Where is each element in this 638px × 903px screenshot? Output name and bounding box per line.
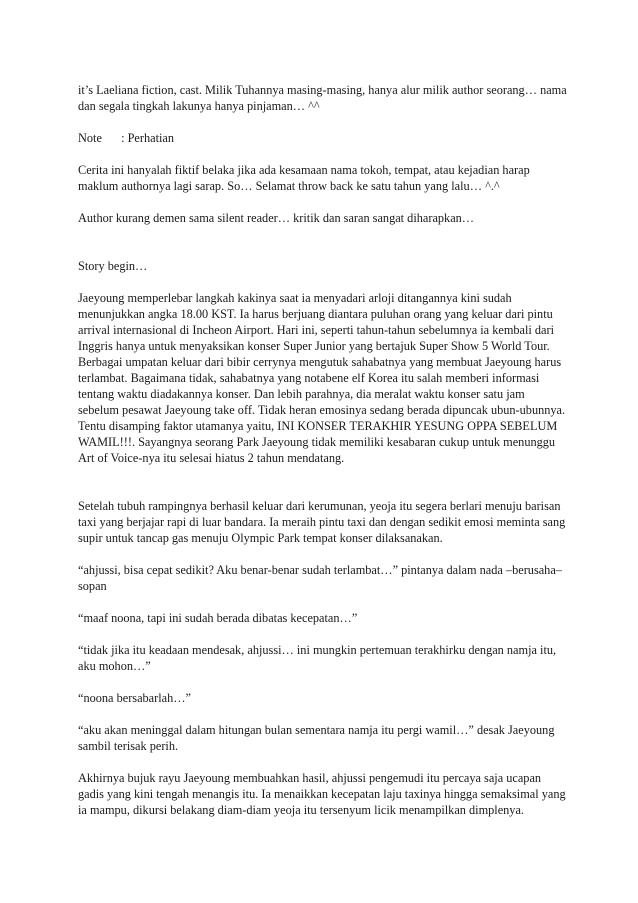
story-begin-heading: Story begin… (78, 259, 148, 273)
dialogue-2: “maaf noona, tapi ini sudah berada dibatas kecepatan…” (78, 611, 358, 625)
section-spacer (78, 242, 568, 258)
note-label: Note (78, 131, 102, 145)
fiction-notice-paragraph: Cerita ini hanyalah fiktif belaka jika ada kesamaan nama tokoh, tempat, atau kejadian harap maklum authornya lagi sarap. So… Selamat throw back ke satu tahun yang lalu… ^.^ (78, 163, 533, 193)
dialogue-1: “ahjussi, bisa cepat sedikit? Aku benar-benar sudah terlambat…” pintanya dalam nada –berusaha– sopan (78, 563, 566, 593)
note-line (78, 130, 568, 146)
story-paragraph-1: Jaeyoung memperlebar langkah kakinya saat ia menyadari arloji ditangannya kini sudah menunjukkan angka 18.00 KST. Ia harus berjuang diantara puluhan orang yang keluar dari pintu arrival internasional di Incheon Airport. Hari ini, seperti tahun-tahun sebelumnya ia kembali dari Inggris hanya untuk menyaksikan konser Super Junior yang bertajuk Super Show 5 World Tour. Berbagai umpatan keluar dari bibir cerrynya mengutuk sahabatnya yang membuat Jaeyoung harus terlambat. Bagaimana tidak, sahabatnya yang notabene elf Korea itu salah memberi informasi tentang waktu diadakannya konser. Dan lebih parahnya, dia meralat waktu konser satu jam sebelum pesawat Jaeyoung take off. Tidak heran emosinya sedang berada dipuncak ubun-ubunnya. Tentu disamping faktor utamanya yaitu, INI KONSER TERAKHIR YESUNG OPPA SEBELUM WAMIL!!!. Sayangnya seorang Park Jaeyoung tidak memiliki kesabaran cukup untuk menunggu Art of Voice-nya itu selesai hiatus 2 tahun mendatang. (78, 291, 568, 465)
story-paragraph-2: Setelah tubuh rampingnya berhasil keluar dari kerumunan, yeoja itu segera berlari menuju barisan taxi yang berjajar rapi di luar bandara. Ia meraih pintu taxi dan dengan sedikit emosi meminta sang supir untuk tancap gas menuju Olympic Park tempat konser dilaksanakan. (78, 499, 569, 545)
dialogue-3: “tidak jika itu keadaan mendesak, ahjussi… ini mungkin pertemuan terakhirku dengan namja itu, aku mohon…” (78, 643, 560, 673)
section-spacer (78, 482, 568, 498)
disclaimer-paragraph: it’s Laeliana fiction, cast. Milik Tuhannya masing-masing, hanya alur milik author seorang… nama dan segala tingkah lakunya hanya pinjaman… ^^ (78, 83, 570, 113)
author-note-paragraph: Author kurang demen sama silent reader… kritik dan saran sangat diharapkan… (78, 211, 475, 225)
document-page (78, 82, 568, 834)
story-paragraph-3: Akhirnya bujuk rayu Jaeyoung membuahkan hasil, ahjussi pengemudi itu percaya saja ucapan gadis yang kini tengah menangis itu. Ia menaikkan kecepatan laju taxinya hingga semaksimal yang ia mampu, dikursi belakang diam-diam yeoja itu tersenyum licik menampilkan dimplenya. (78, 771, 569, 817)
dialogue-5: “aku akan meninggal dalam hitungan bulan sementara namja itu pergi wamil…” desak Jaeyoung sambil terisak perih. (78, 723, 558, 753)
note-value: : Perhatian (121, 131, 175, 145)
dialogue-4: “noona bersabarlah…” (78, 691, 192, 705)
